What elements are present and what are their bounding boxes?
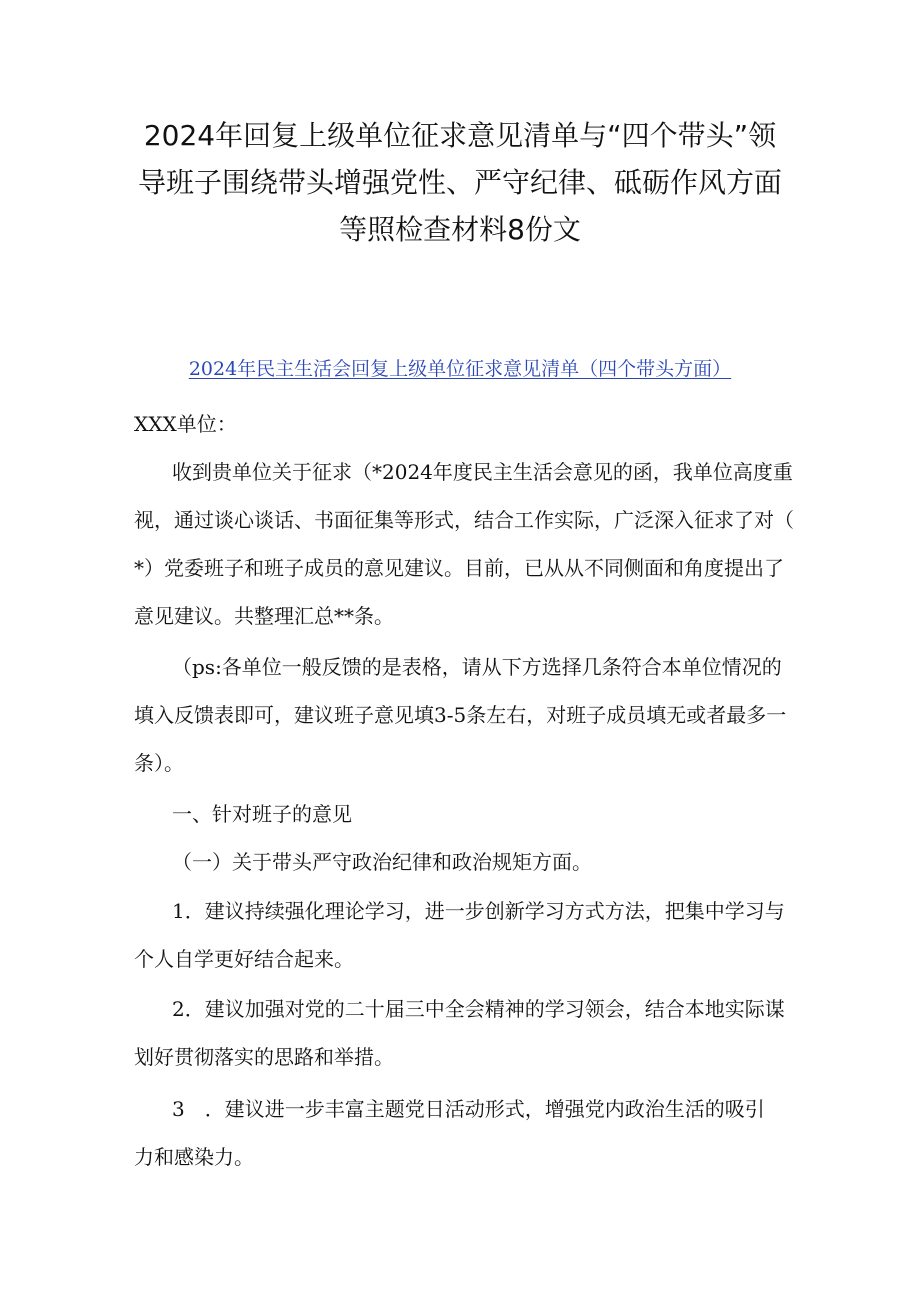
para1-line-1: 收到贵单位关于征求（*2024年度民主生活会意见的函，我单位高度重 [172,460,793,484]
para2-line-1: （ps:各单位一般反馈的是表格，请从下方选择几条符合本单位情况的 [172,655,782,679]
item3-line-1: 3 ．建议进一步丰富主题党日活动形式，增强党内政治生活的吸引 [172,1097,765,1121]
document-title [110,112,810,253]
subsection-heading: （一）关于带头严守政治纪律和政治规矩方面。 [172,850,592,874]
item1-line-1: 1．建议持续强化理论学习，进一步创新学习方式方法，把集中学习与 [172,899,785,923]
subtitle-link[interactable]: 2024年民主生活会回复上级单位征求意见清单（四个带头方面） [188,358,732,380]
title-line-1: 2024年回复上级单位征求意见清单与“四个带头”领 [143,119,777,152]
para1-line-4: 意见建议。共整理汇总**条。 [134,604,394,628]
item2-line-1: 2．建议加强对党的二十届三中全会精神的学习领会，结合本地实际谋 [172,997,785,1021]
item1-line-2: 个人自学更好结合起来。 [134,947,354,971]
salutation: XXX单位： [134,412,237,436]
subtitle-link-row [150,355,770,383]
title-line-2: 导班子围绕带头增强党性、严守纪律、砥砺作风方面 [137,166,782,199]
item3-line-2: 力和感染力。 [134,1145,254,1169]
para1-line-3: *）党委班子和班子成员的意见建议。目前，已从从不同侧面和角度提出了 [134,556,784,580]
title-line-3: 等照检查材料8份文 [339,213,581,246]
item2-line-2: 划好贯彻落实的思路和举措。 [134,1045,394,1069]
para2-line-3: 条）。 [134,751,184,775]
section-heading: 一、针对班子的意见 [172,802,352,826]
para2-line-2: 填入反馈表即可，建议班子意见填3-5条左右，对班子成员填无或者最多一 [134,703,787,727]
para1-line-2: 视，通过谈心谈话、书面征集等形式，结合工作实际，广泛深入征求了对（ [134,508,794,532]
